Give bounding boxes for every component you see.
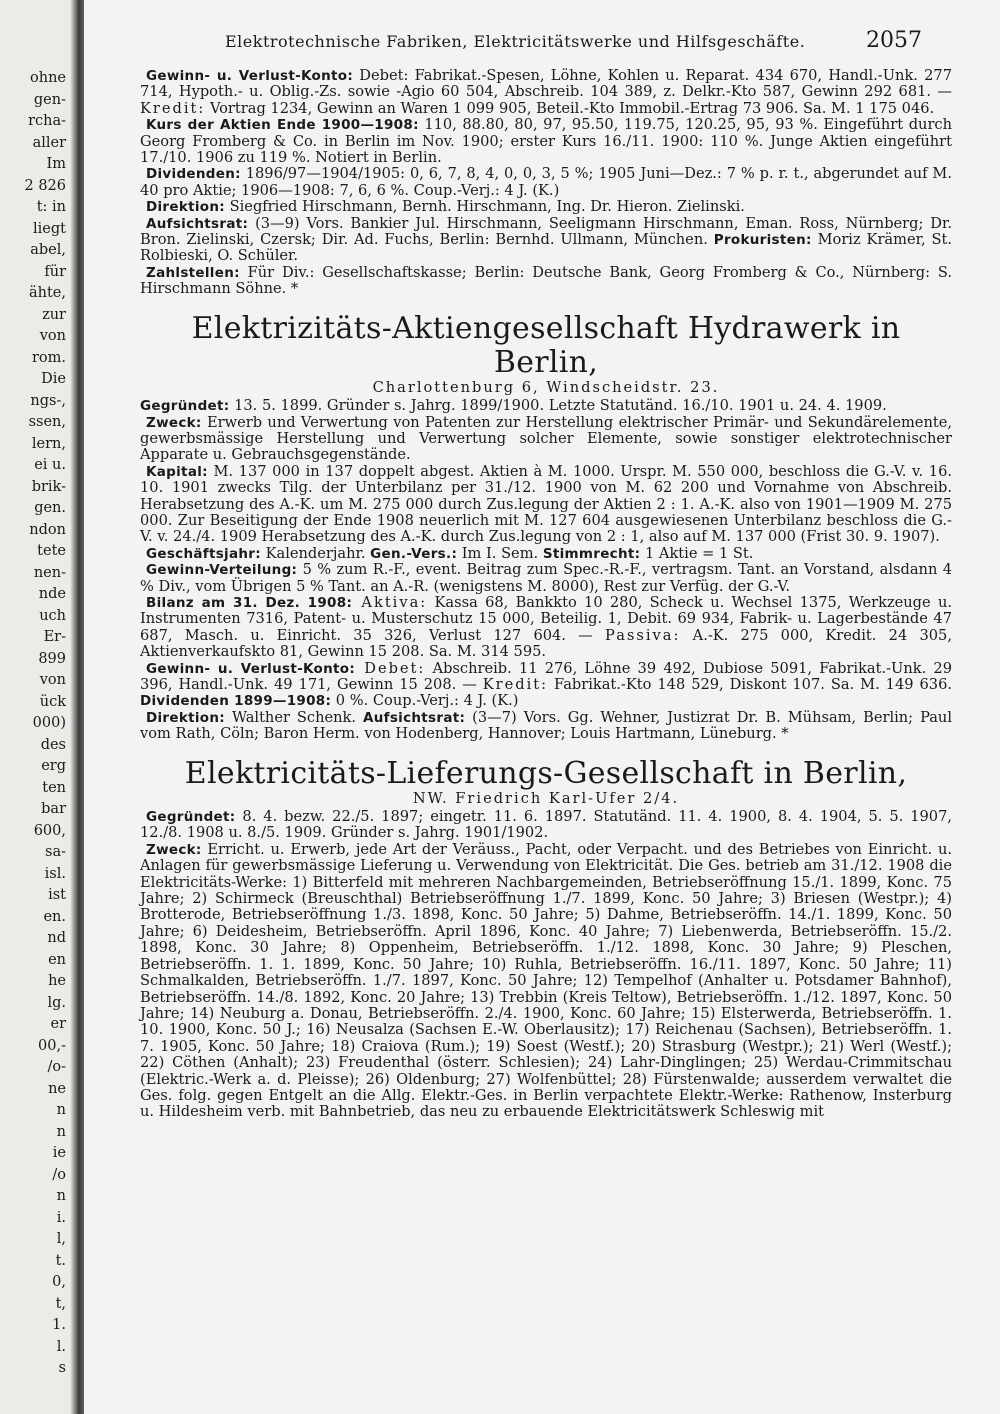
margin-fragment: erg	[41, 758, 66, 774]
entry2-bilanz: Bilanz am 31. Dez. 1908: Aktiva: Kassa 68, Bankkto 10 280, Scheck u. Wechsel 1375, Werkzeuge u. Instrumenten 7316, Patent- u. Musterschutz 15 000, Beteilig. 1, Debit. 69 934, Fabrik- u. Lagerbestände 47 687, Masch. u. Einricht. 35 326, Verlust 127 604. — Passiva: A.-K. 275 000, Kredit. 24 305, Aktienverkaufskto 81, Gewinn 15 208. Sa. M. 314 595.	[140, 593, 952, 661]
margin-fragment: aller	[32, 134, 66, 151]
margin-fragment: ten	[42, 779, 66, 796]
margin-fragment: zur	[42, 306, 66, 323]
margin-fragment: /o	[52, 1166, 66, 1183]
margin-fragment: des	[40, 736, 66, 753]
margin-fragment: ngs-,	[30, 392, 66, 409]
margin-fragment: t,	[55, 1295, 66, 1312]
margin-fragment: von	[39, 328, 66, 344]
margin-fragment: ück	[39, 693, 66, 710]
running-header: Elektrotechnische Fabriken, Elektricitätswerke und Hilfsgeschäfte.	[225, 32, 806, 51]
entry2-title: Elektrizitäts-Aktiengesellschaft Hydrawerk in Berlin,	[191, 310, 901, 380]
margin-fragment: rom.	[31, 349, 66, 366]
entry1-zahlstellen: Zahlstellen: Für Div.: Gesellschaftskasse; Berlin: Deutsche Bank, Georg Fromberg & Co., Nürnberg: S. Hirschmann Söhne. *	[140, 263, 952, 298]
margin-fragment: lern,	[31, 435, 66, 452]
margin-fragment: gen.	[34, 500, 66, 516]
margin-fragment: uch	[39, 607, 66, 624]
margin-fragment: ohne	[30, 70, 66, 86]
margin-fragment: ie	[52, 1145, 66, 1161]
entry2-gv-konto: Gewinn- u. Verlust-Konto: Debet: Abschreib. 11 276, Löhne 39 492, Dubiose 5091, Fabrikat.-Unk. 29 396, Handl.-Unk. 49 171, Gewinn 15 208. — Kredit: Fabrikat.-Kto 148 529, Diskont 107. Sa. M. 149 636. Dividenden 1899—1908: 0 %. Coup.-Verj.: 4 J. (K.)	[140, 659, 952, 710]
entry3-gegruendet: Gegründet: 8. 4. bezw. 22./5. 1897; eingetr. 11. 6. 1897. Statutänd. 11. 4. 1900, 8. 4. 1904, 5. 5. 1907, 12./8. 1908 u. 8./5. 1909. Gründer s. Jahrg. 1901/1902.	[140, 808, 952, 842]
entry3-address: NW. Friedrich Karl-Ufer 2/4.	[412, 789, 680, 807]
margin-fragment: rcha-	[28, 113, 66, 129]
margin-fragment: sa-	[45, 844, 66, 860]
margin-fragment: 2 826	[24, 177, 66, 194]
margin-fragment: 000)	[32, 715, 66, 731]
margin-fragment: t.	[55, 1252, 66, 1269]
entry3-title: Elektricitäts-Lieferungs-Gesellschaft in Berlin,	[184, 755, 908, 791]
margin-fragment: ne	[48, 1080, 66, 1097]
entry1-gv-konto: Gewinn- u. Verlust-Konto: Debet: Fabrikat.-Spesen, Löhne, Kohlen u. Reparat. 434 670, Handl.-Unk. 277 714, Hypoth.- u. Oblig.-Zs. sowie -Agio 60 504, Abschreib. 104 389, z. Delkr.-Kto 587, Gewinn 292 681. — Kredit: Vortrag 1234, Gewinn an Waren 1 099 905, Beteil.-Kto Immobil.-Ertrag 73 906. Sa. M. 1 175 046.	[140, 67, 953, 117]
book-binding-shadow	[70, 0, 84, 1414]
margin-fragment: 1.	[52, 1317, 66, 1333]
margin-fragment: n	[56, 1102, 66, 1118]
entry2-direktion: Direktion: Walther Schenk. Aufsichtsrat: (3—7) Vors. Gg. Wehner, Justizrat Dr. B. Mühsam, Berlin; Paul vom Rath, Cöln; Baron Herm. von Hodenberg, Hannover; Louis Hartmann, Lüneburg. *	[140, 708, 952, 743]
margin-fragment: 0,	[52, 1274, 66, 1290]
margin-fragment: nde	[38, 586, 66, 602]
entry1-dividenden: Dividenden: 1896/97—1904/1905: 0, 6, 7, 8, 4, 0, 0, 3, 5 %; 1905 Juni—Dez.: 7 % p. r. t., abgerundet auf M. 40 pro Aktie; 1906—1908: 7, 6, 6 %. Coup.-Verj.: 4 J. (K.)	[140, 165, 952, 199]
previous-page-margin	[0, 0, 84, 1414]
page-body	[140, 68, 952, 1121]
margin-fragment: nd	[47, 930, 66, 946]
entry2-zweck: Zweck: Erwerb und Verwertung von Patenten zur Herstellung elektrischer Primär- und Sekundärelemente, gewerbsmässige Herstellung und Verwertung solcher Elemente, sowie sonstiger elektrotechnischer Apparate u. Gebrauchsgegenstände.	[140, 413, 952, 464]
margin-fragment: ssen,	[28, 414, 66, 430]
entry2-geschaeftsjahr: Geschäftsjahr: Kalenderjahr. Gen.-Vers.: Im I. Sem. Stimmrecht: 1 Aktie = 1 St.	[146, 544, 754, 562]
margin-fragment: l,	[56, 1231, 66, 1247]
margin-fragment: ist	[48, 887, 66, 903]
margin-fragment: 899	[38, 650, 66, 667]
margin-fragment: isl.	[44, 865, 66, 882]
entry1-kurs: Kurs der Aktien Ende 1900—1908: 110, 88.80, 80, 97, 95.50, 119.75, 120.25, 95, 93 %. Eingeführt durch Georg Fromberg & Co. in Berlin im Nov. 1900; erster Kurs 16./11. 1900: 110 %. Junge Aktien eingeführt 17./10. 1906 zu 119 %. Notiert in Berlin.	[140, 116, 952, 167]
margin-fragment: i.	[56, 1209, 66, 1226]
margin-fragment: en.	[43, 908, 66, 925]
margin-fragment: gen-	[33, 91, 66, 108]
entry3-zweck: Zweck: Erricht. u. Erwerb, jede Art der Veräuss., Pacht, oder Verpacht. und des Betriebes von Einricht. u. Anlagen für gewerbsmässige Lieferung u. Verwendung von Elektricität. Die Ges. betrieb am 31./12. 1908 die Elektricitäts-Werke: 1) Bitterfeld mit mehreren Nachbargemeinden, Betriebseröffnung 15./1. 1899, Konc. 75 Jahre; 2) Schirmeck (Breuschthal) Betriebseröffnung 1./7. 1899, Konc. 50 Jahre; 3) Briesen (Westpr.); 4) Brotterode, Betriebseröffnung 1./3. 1898, Konc. 50 Jahre; 5) Dahme, Betriebseröffn. 14./1. 1899, Konc. 50 Jahre; 6) Deidesheim, Betriebseröffn. April 1896, Konc. 40 Jahre; 7) Liebenwerda, Betriebseröffn. 15./2. 1898, Konc. 30 Jahre; 8) Oppenheim, Betriebseröffn. 1./12. 1898, Konc. 30 Jahre; 9) Pleschen, Betriebseröffn. 1. 1. 1899, Konc. 50 Jahre; 10) Ruhla, Betriebseröffn. 16./11. 1897, Konc. 50 Jahre; 11) Schmalkalden, Betriebseröffn. 1./7. 1897, Konc. 50 Jahre; 12) Tempelhof (Anhalter u. Potsdamer Bahnhof), Betriebseröffn. 14./8. 1892, Konc. 20 Jahre; 13) Trebbin (Kreis Teltow), Betriebseröffn. 1./12. 1897, Konc. 50 Jahre; 14) Neuburg a. Donau, Betriebseröffn. 2./4. 1900, Konc. 60 Jahre; 15) Elsterwerda, Betriebseröffn. 1. 10. 1900, Konc. 50 J.; 16) Neusalza (Sachsen E.-W. Oberlausitz); 17) Reichenau (Sachsen), Betriebseröffn. 1. 7. 1905, Konc. 50 Jahre; 18) Craiova (Rum.); 19) Soest (Westf.); 20) Strasburg (Westpr.); 21) Werl (Westf.); 22) Cöthen (Anhalt); 23) Freudenthal (österr. Schlesien); 24) Lahr-Dinglingen; 25) Werdau-Crimmitschau (Elektric.-Werk a. d. Pleisse); 26) Oldenburg; 27) Wolfenbüttel; 28) Fürstenwalde; ausserdem verwaltet die Ges. folg. gegen Entgelt an die Allg. Elektr.-Ges. in Berlin verpachtete Elektr.-Werke: Rathenow, Insterburg u. Hildesheim verb. mit Bahnbetrieb, das neu zu erbauende Elektricitätswerk Schleswig mit	[140, 840, 952, 1121]
margin-fragment: l.	[56, 1338, 66, 1355]
margin-fragment: 600,	[33, 822, 66, 839]
entry1-aufsichtsrat: Aufsichtsrat: (3—9) Vors. Bankier Jul. Hirschmann, Seeligmann Hirschmann, Eman. Ross, Nürnberg; Dr. Bron. Zielinski, Czersk; Dir. Ad. Fuchs, Berlin: Bernhd. Ullmann, München. Prokuristen: Moriz Krämer, St. Rolbieski, O. Schüler.	[140, 214, 953, 265]
margin-fragment: tete	[37, 543, 66, 559]
entry1-direktion: Direktion: Siegfried Hirschmann, Bernh. Hirschmann, Ing. Dr. Hieron. Zielinski.	[146, 198, 745, 216]
margin-fragment: brik-	[31, 478, 66, 495]
margin-fragment: n	[56, 1123, 66, 1140]
margin-fragment: ndon	[29, 521, 66, 538]
margin-fragment: s	[58, 1360, 66, 1376]
margin-fragment: Er-	[43, 629, 66, 645]
margin-fragment: Die	[41, 371, 66, 387]
margin-fragment: lg.	[47, 994, 66, 1011]
margin-fragment: t: in	[36, 199, 66, 215]
entry2-kapital: Kapital: M. 137 000 in 137 doppelt abgest. Aktien à M. 1000. Urspr. M. 550 000, beschloss die G.-V. v. 16. 10. 1901 zwecks Tilg. der Unterbilanz per 31./12. 1900 von M. 62 200 und Vornahme von Abschreib. Herabsetzung des A.-K. um M. 275 000 durch Zus.legung der Aktien 2 : 1. A.-K. also von 1901—1909 M. 275 000. Zur Beseitigung der Ende 1908 neuerlich mit M. 127 604 ausgewiesenen Unterbilanz beschloss die G.-V. v. 24./4. 1909 Herabsetzung des A.-K. durch Zus.legung von 2 : 1, also auf M. 137 000 (Frist 30. 9. 1907).	[140, 462, 952, 546]
margin-fragment: nen-	[33, 564, 66, 581]
margin-fragment: he	[48, 973, 66, 989]
margin-fragment: n	[56, 1188, 66, 1204]
margin-fragment: Im	[46, 156, 66, 172]
entry2-address: Charlottenburg 6, Windscheidstr. 23.	[372, 378, 720, 396]
entry2-gewinn-verteilung: Gewinn-Verteilung: 5 % zum R.-F., event. Beitrag zum Spec.-R.-F., vertragsm. Tant. an Vorstand, alsdann 4 % Div., vom Übrigen 5 % Tant. an A.-R. (wenigstens M. 8000), Rest zur Verfüg. der G.-V.	[140, 561, 952, 595]
margin-fragment: von	[39, 672, 66, 688]
margin-fragment: bar	[41, 801, 66, 817]
margin-fragment: er	[50, 1016, 66, 1032]
margin-fragment: /o-	[47, 1059, 66, 1075]
margin-fragment: ähte,	[28, 285, 66, 301]
margin-fragment: abel,	[30, 242, 66, 258]
page-number: 2057	[866, 28, 922, 53]
margin-fragment: ei u.	[34, 457, 66, 473]
entry2-gegruendet: Gegründet: 13. 5. 1899. Gründer s. Jahrg. 1899/1900. Letzte Statutänd. 16./10. 1901 u. 24. 4. 1909.	[140, 397, 887, 415]
margin-fragment: en	[48, 951, 66, 968]
margin-fragment: liegt	[33, 220, 66, 237]
margin-fragment: 00,-	[38, 1037, 66, 1054]
margin-fragment: für	[44, 263, 66, 280]
